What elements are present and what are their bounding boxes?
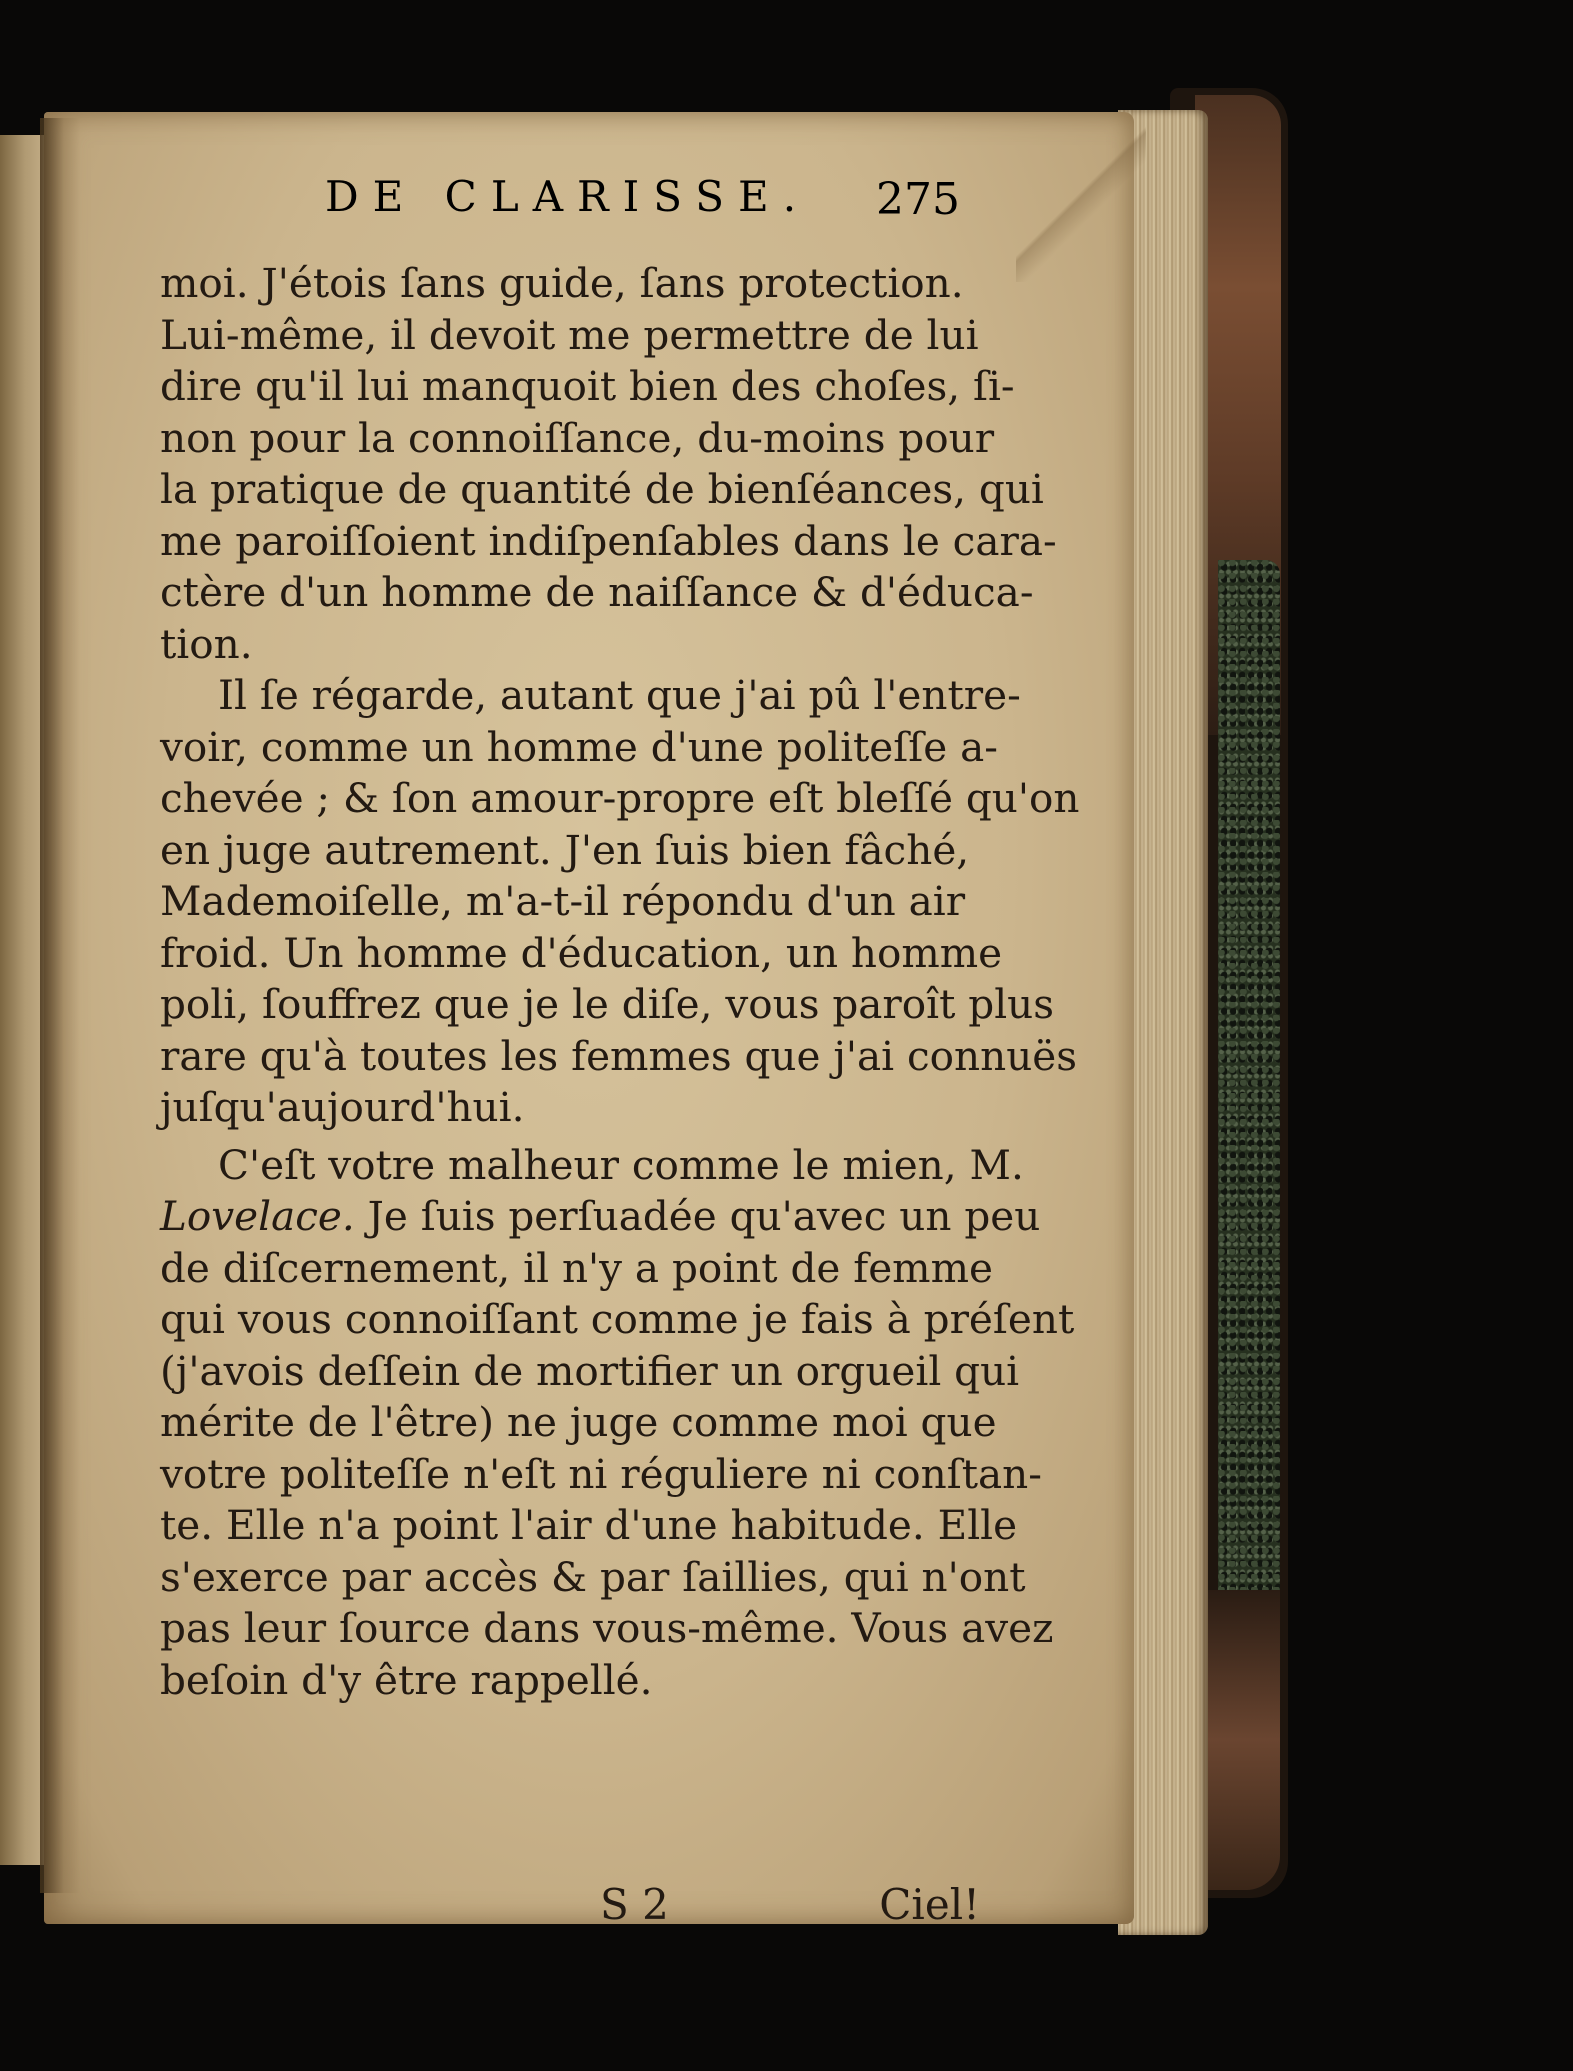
page-corner-crease xyxy=(1016,112,1146,282)
text-line: te. Elle n'a point l'air d'une habitude. Elle xyxy=(160,1501,1018,1549)
text-line: moi. J'étois ſans guide, ſans protection. xyxy=(160,259,964,307)
text-line: voir, comme un homme d'une politeſſe a- xyxy=(160,722,998,771)
text-line: dire qu'il lui manquoit bien des choſes, ſi- xyxy=(160,362,1015,410)
text-line: pas leur ſource dans vous-même. Vous avez xyxy=(160,1604,1054,1652)
text-line: tion. xyxy=(160,619,253,668)
text-line: s'exerce par accès & par ſaillies, qui n'ont xyxy=(160,1552,1026,1601)
text-line: me paroiſſoient indiſpenſables dans le cara- xyxy=(160,516,1057,565)
text-line: juſqu'aujourd'hui. xyxy=(160,1083,525,1131)
text-line: Lovelace. Je ſuis perſuadée qu'avec un peu xyxy=(160,1192,1041,1240)
text-line: C'eſt votre malheur comme le mien, M. xyxy=(218,1140,1024,1189)
running-head-title: DE CLARISSE. xyxy=(325,172,811,221)
text-line: Lui-même, il devoit me permettre de lui xyxy=(160,310,979,359)
text-line: chevée ; & ſon amour-propre eſt bleſſé qu'on xyxy=(160,774,1080,822)
text-line: non pour la connoiſſance, du-moins pour xyxy=(160,413,995,462)
text-line: ctère d'un homme de naiſſance & d'éduca- xyxy=(160,568,1034,616)
text-line: la pratique de quantité de bienſéances, qui xyxy=(160,465,1044,513)
text-line: Il ſe régarde, autant que j'ai pû l'entre- xyxy=(218,671,1021,719)
text-line: qui vous connoiſſant comme je fais à préſent xyxy=(160,1295,1075,1343)
catchword: Ciel! xyxy=(879,1880,980,1929)
text-line: beſoin d'y être rappellé. xyxy=(160,1655,653,1704)
leather-corner-bottom xyxy=(1200,1590,1280,1890)
page-number: 275 xyxy=(876,174,960,225)
text-line: Mademoiſelle, m'a-t-il répondu d'un air xyxy=(160,877,966,925)
page-gutter xyxy=(40,118,80,1893)
text-line: votre politeſſe n'eſt ni réguliere ni conſtan- xyxy=(160,1449,1042,1498)
text-line: en juge autrement. J'en ſuis bien fâché, xyxy=(160,825,970,874)
text-line: mérite de l'être) ne juge comme moi que xyxy=(160,1398,997,1446)
body-text xyxy=(160,258,1080,1706)
text-line: poli, ſouffrez que je le diſe, vous paroît plus xyxy=(160,980,1055,1028)
italic-name: Lovelace. xyxy=(160,1192,355,1240)
footer-line xyxy=(160,1880,980,1940)
running-head xyxy=(160,172,970,236)
text-line: froid. Un homme d'éducation, un homme xyxy=(160,928,1003,977)
text-line: (j'avois deſſein de mortifier un orgueil qui xyxy=(160,1346,1020,1395)
signature-mark: S 2 xyxy=(600,1880,669,1929)
text-line: de diſcernement, il n'y a point de femme xyxy=(160,1243,993,1292)
text-line: rare qu'à toutes les femmes que j'ai connuës xyxy=(160,1031,1078,1080)
marbled-board xyxy=(1218,560,1280,1610)
